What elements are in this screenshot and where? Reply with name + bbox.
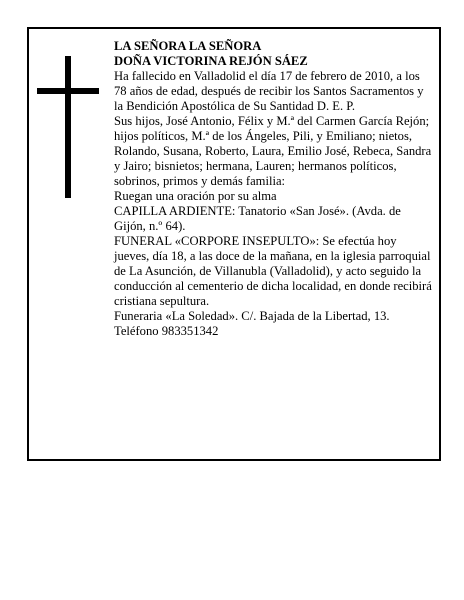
obituary-text [114,39,432,339]
funeral-home-info: Funeraria «La Soledad». C/. Bajada de la Libertad, 13. Teléfono 983351342 [114,309,390,338]
death-announcement: Ha fallecido en Valladolid el día 17 de febrero de 2010, a los 78 años de edad, después de recibir los Santos Sacramentos y la Bendición Apostólica de Su Santidad D. E. P. [114,69,424,113]
chapel-info: CAPILLA ARDIENTE: Tanatorio «San José». (Avda. de Gijón, n.º 64). [114,204,401,233]
funeral-info: FUNERAL «CORPORE INSEPULTO»: Se efectúa hoy jueves, día 18, a las doce de la mañana, en la iglesia parroquial de La Asunción, de Villanubla (Valladolid), y acto seguido la conducción al cementerio de dicha localidad, en donde recibirá cristiana sepultura. [114,234,432,308]
notice-title-line-1: LA SEÑORA LA SEÑORA [114,39,262,53]
prayer-request: Ruegan una oración por su alma [114,189,277,203]
cross-icon [37,56,99,198]
family-list: Sus hijos, José Antonio, Félix y M.ª del Carmen García Rejón; hijos políticos, M.ª de los Ángeles, Pili, y Emiliano; nietos, Rolando, Susana, Roberto, Laura, Emilio José, Rebeca, Sandra y Jairo; bisnietos; hermana, Lauren; hermanos políticos, sobrinos, primos y demás familia: [114,114,432,188]
notice-title-line-2: DOÑA VICTORINA REJÓN SÁEZ [114,54,308,68]
cross-vertical-bar [65,56,71,198]
cross-horizontal-bar [37,88,99,94]
